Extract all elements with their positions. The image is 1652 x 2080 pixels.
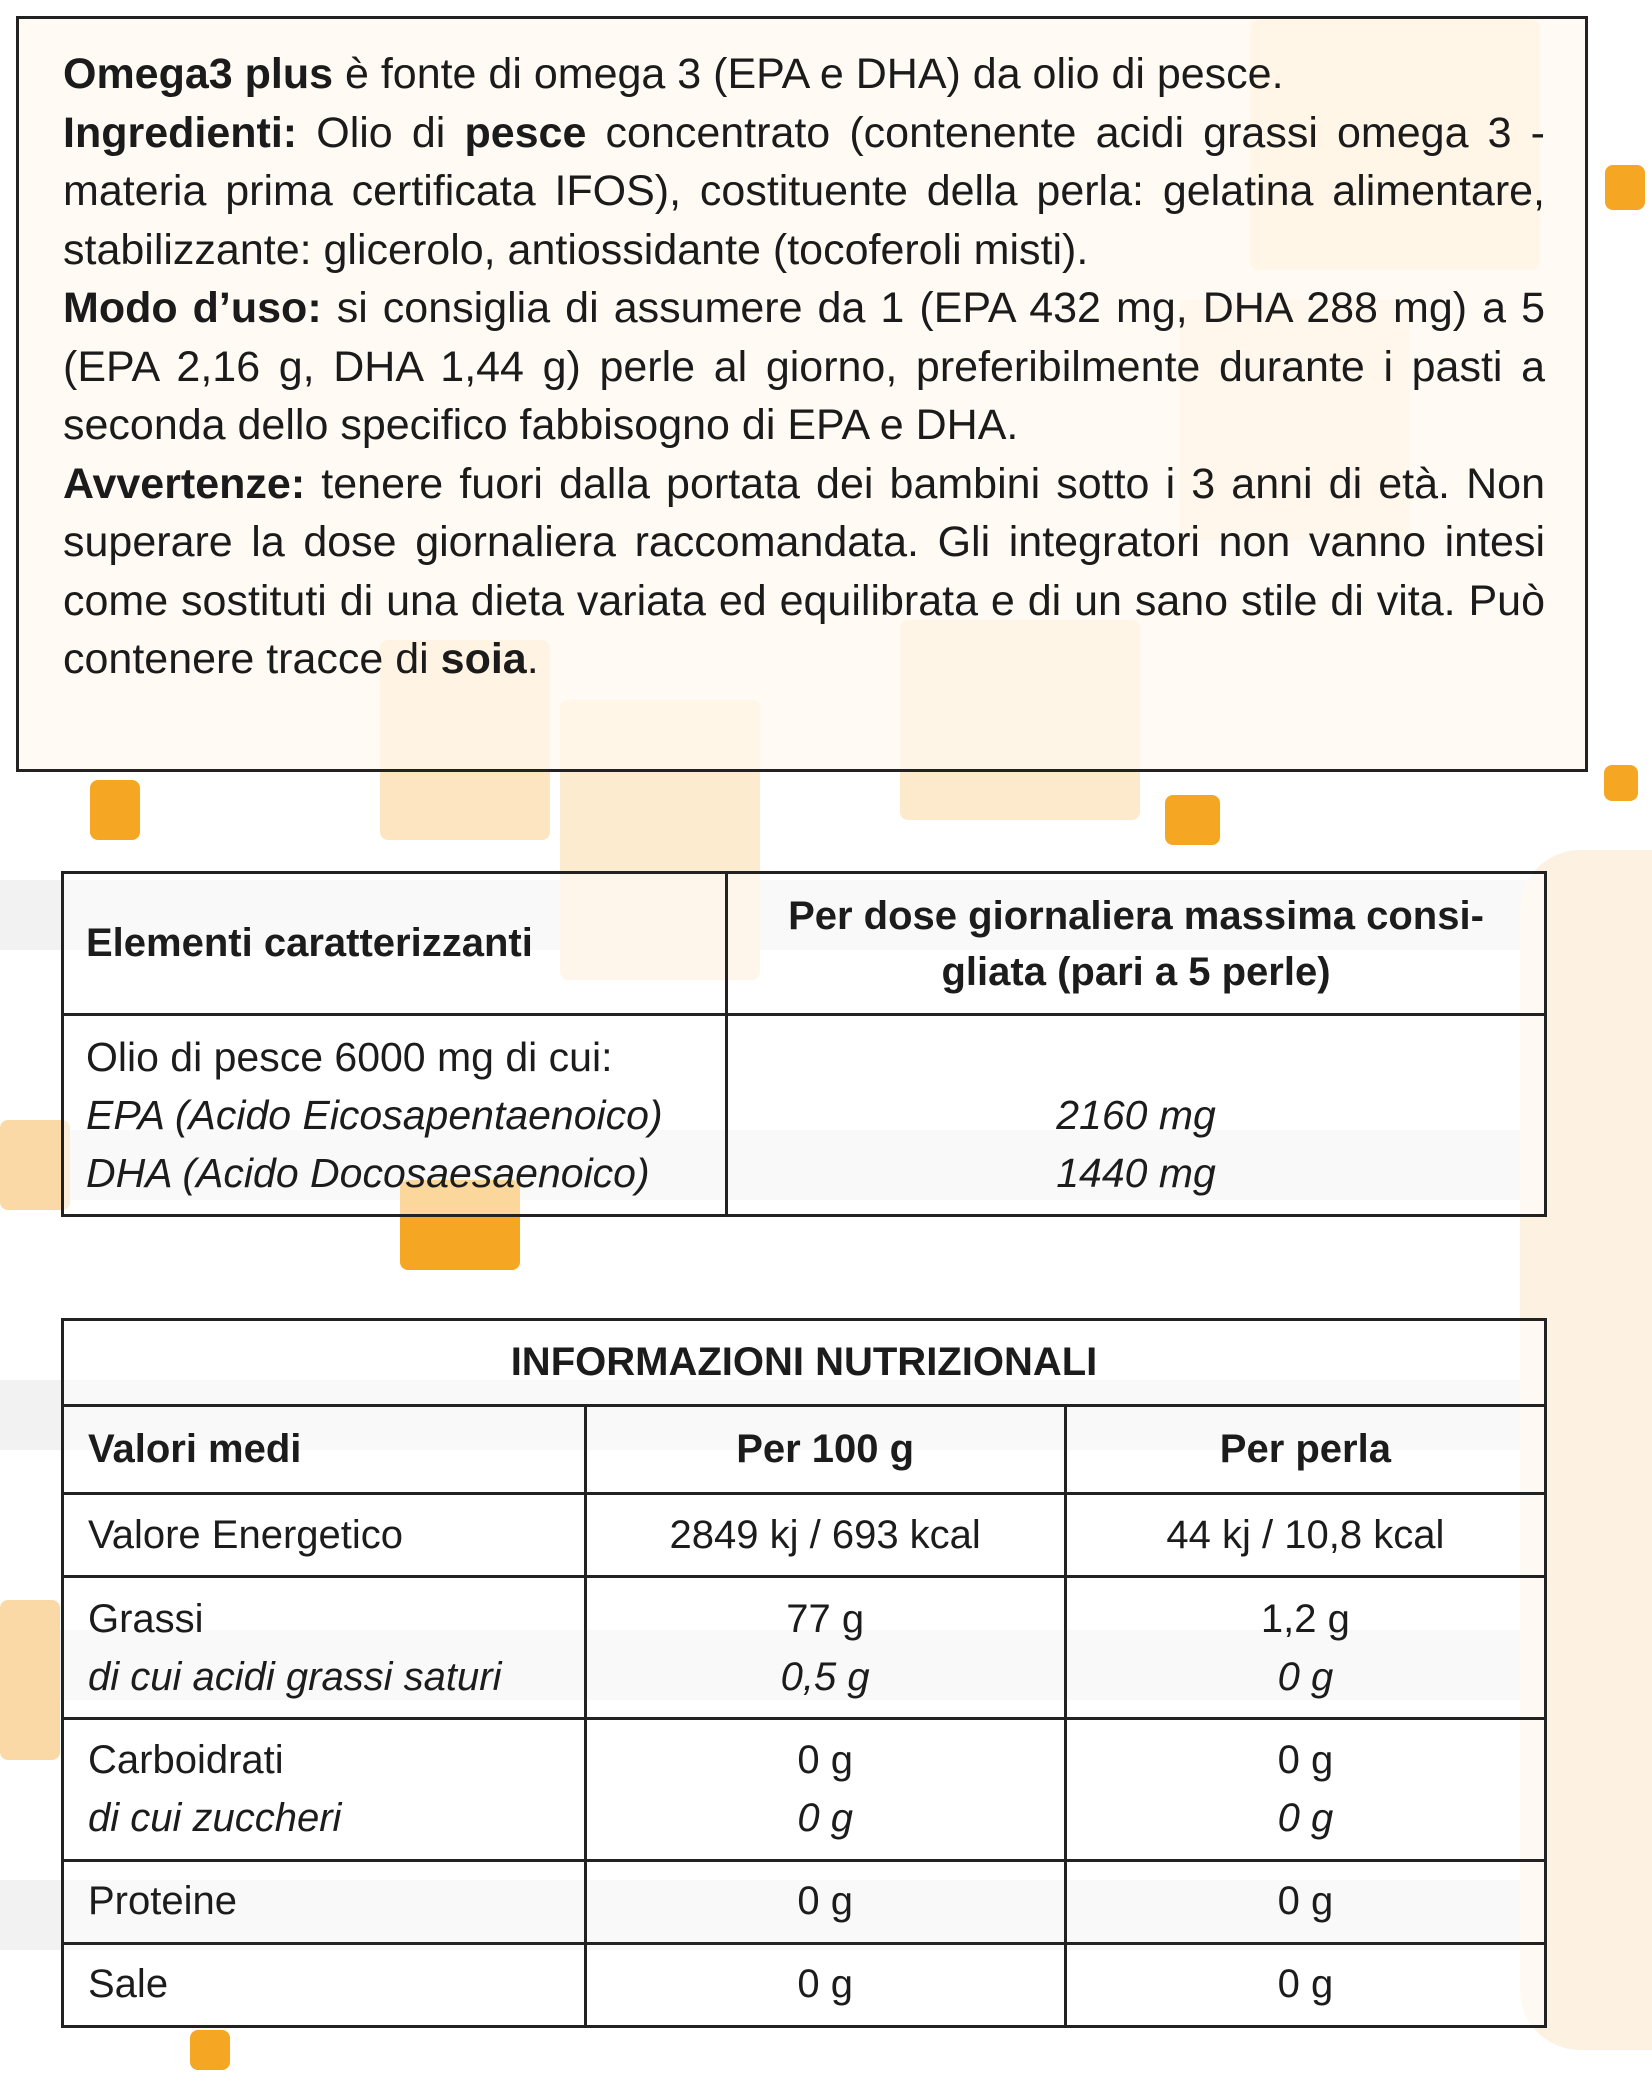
header-elements: Elementi caratterizzanti — [63, 873, 727, 1015]
sugars-label: di cui zuccheri — [88, 1796, 342, 1841]
fish-oil-label: Olio di pesce 6000 mg di cui: — [86, 1034, 613, 1080]
ingredients-text-2: concentrato (contenente acidi grassi omega 3 - materia prima certificata IFOS), costituente della perla: gelatina alimentare, stabilizzante: glicerolo, antiossidante (tocoferoli misti). — [63, 108, 1545, 274]
table-header-row — [63, 873, 1546, 1015]
product-name: Omega3 plus — [63, 50, 334, 98]
row-per100 — [585, 1719, 1065, 1861]
column-header-average: Valori medi — [63, 1406, 586, 1494]
row-per100: 0 g — [585, 1943, 1065, 2026]
saturated-fat-label: di cui acidi grassi saturi — [88, 1654, 502, 1699]
nutrition-title-row — [63, 1320, 1546, 1406]
row-per100 — [585, 1577, 1065, 1719]
table-row — [63, 1860, 1546, 1943]
values-cell — [727, 1015, 1546, 1216]
decor-square — [1604, 765, 1638, 801]
warnings-bold-word: soia — [440, 635, 527, 683]
usage-text: si consiglia di assumere da 1 (EPA 432 mg, DHA 288 mg) a 5 (EPA 2,16 g, DHA 1,44 g) perle al giorno, preferibilmente durante i pasti a seconda dello specifico fabbisogno di EPA e DHA. — [63, 284, 1545, 449]
carbs-perla: 0 g — [1277, 1738, 1334, 1783]
row-perla: 44 kj / 10,8 kcal — [1065, 1494, 1545, 1577]
saturated-fat-perla: 0 g — [1277, 1654, 1334, 1699]
composition-cell — [63, 1015, 727, 1216]
spacer — [729, 1028, 1543, 1086]
ingredients-paragraph — [63, 104, 1545, 280]
nutrition-title: INFORMAZIONI NUTRIZIONALI — [63, 1320, 1546, 1406]
nutrition-table — [61, 1318, 1547, 2028]
ingredients-text-1: Olio di — [297, 108, 465, 157]
epa-label: EPA (Acido Eicosapentaenoico) — [86, 1092, 663, 1138]
decor-square — [0, 1120, 70, 1210]
decor-square — [1165, 795, 1220, 845]
saturated-fat-per100: 0,5 g — [780, 1654, 870, 1699]
dha-label: DHA (Acido Docosaesaenoico) — [86, 1150, 650, 1196]
row-per100: 2849 kj / 693 kcal — [585, 1494, 1065, 1577]
row-perla — [1065, 1719, 1545, 1861]
row-label: Valore Energetico — [63, 1494, 586, 1577]
decor-square — [90, 780, 140, 840]
row-per100: 0 g — [585, 1860, 1065, 1943]
epa-value: 2160 mg — [1056, 1092, 1216, 1138]
ingredients-bold-word: pesce — [464, 108, 587, 157]
row-perla — [1065, 1577, 1545, 1719]
row-perla: 0 g — [1065, 1860, 1545, 1943]
sugars-perla: 0 g — [1277, 1796, 1334, 1841]
row-label — [63, 1577, 586, 1719]
ingredients-label: Ingredienti: — [63, 108, 298, 157]
carbs-per100: 0 g — [797, 1738, 853, 1783]
row-label: Sale — [63, 1943, 586, 2026]
decor-square — [1605, 165, 1645, 210]
warnings-label: Avvertenze: — [63, 459, 306, 508]
characterizing-elements-table — [61, 871, 1547, 1217]
fat-per100: 77 g — [786, 1596, 865, 1641]
row-perla: 0 g — [1065, 1943, 1545, 2026]
header-daily-dose: Per dose giornaliera massima consi-gliata (pari a 5 perle) — [727, 873, 1546, 1015]
dha-value: 1440 mg — [1056, 1150, 1216, 1196]
usage-paragraph — [63, 279, 1545, 455]
decor-square — [190, 2030, 230, 2070]
product-info-box — [16, 16, 1588, 772]
table-row — [63, 1719, 1546, 1861]
column-header-per100: Per 100 g — [585, 1406, 1065, 1494]
table-row — [63, 1577, 1546, 1719]
fat-label: Grassi — [88, 1596, 204, 1641]
warnings-end: . — [526, 635, 539, 683]
carbs-label: Carboidrati — [88, 1738, 284, 1783]
table-row — [63, 1015, 1546, 1216]
table-row — [63, 1943, 1546, 2026]
decor-square — [0, 1600, 60, 1760]
row-label — [63, 1719, 586, 1861]
row-label: Proteine — [63, 1860, 586, 1943]
sugars-per100: 0 g — [797, 1796, 853, 1841]
nutrition-header-row — [63, 1406, 1546, 1494]
product-description — [63, 45, 1545, 104]
column-header-perla: Per perla — [1065, 1406, 1545, 1494]
fat-perla: 1,2 g — [1260, 1596, 1350, 1641]
product-description-text: è fonte di omega 3 (EPA e DHA) da olio di pesce. — [333, 50, 1284, 98]
usage-label: Modo d’uso: — [63, 284, 322, 332]
warnings-text: tenere fuori dalla portata dei bambini sotto i 3 anni di età. Non superare la dose giornaliera raccomandata. Gli integratori non vanno intesi come sostituti di una dieta variata ed equilibrata e di un sano stile di vita. Può contenere tracce di — [63, 459, 1545, 683]
table-row — [63, 1494, 1546, 1577]
warnings-paragraph — [63, 455, 1545, 689]
